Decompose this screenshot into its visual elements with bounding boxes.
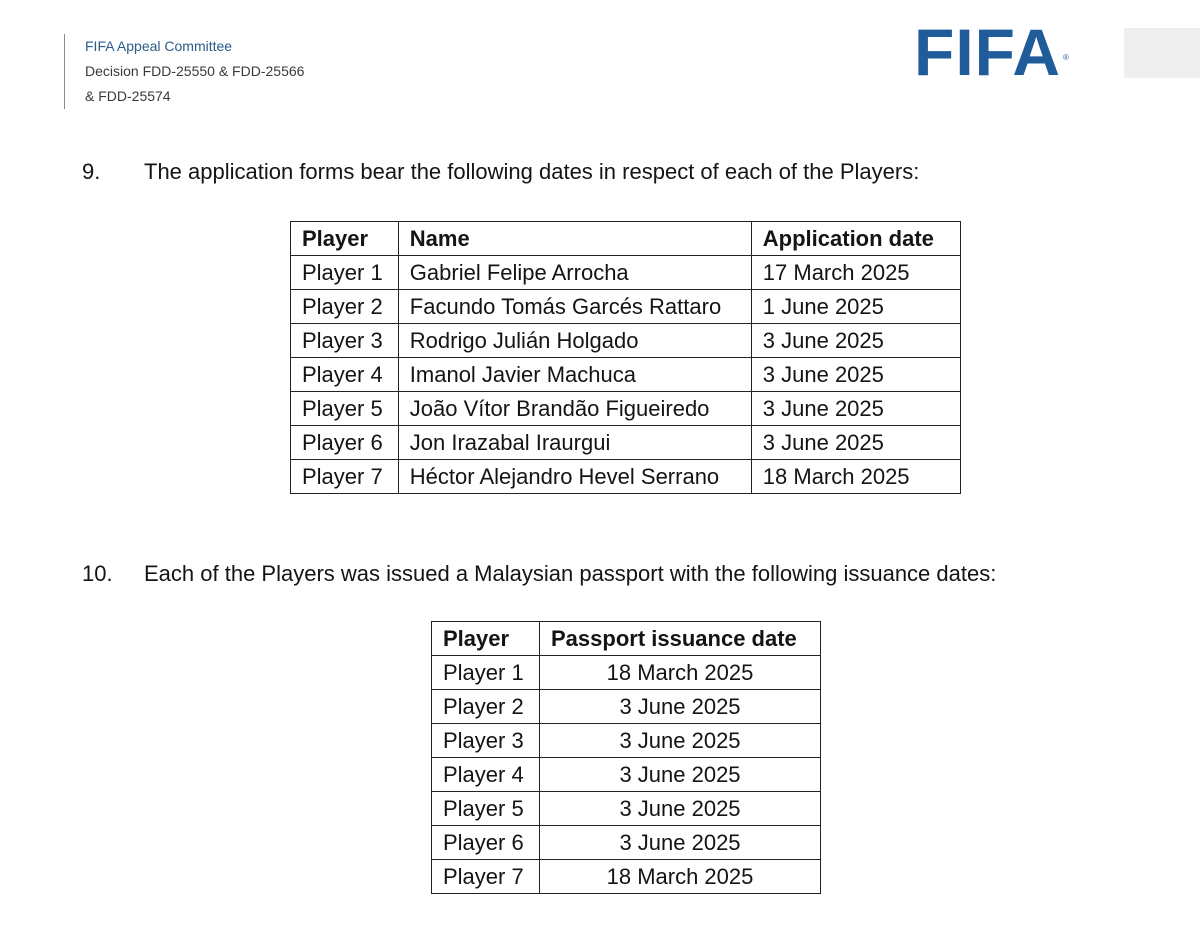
table-header-row <box>291 222 961 256</box>
name-cell: Jon Irazabal Iraurgui <box>398 426 751 460</box>
player-cell: Player 7 <box>291 460 399 494</box>
paragraph-text: Each of the Players was issued a Malaysian passport with the following issuance dates: <box>144 561 997 586</box>
name-cell: Héctor Alejandro Hevel Serrano <box>398 460 751 494</box>
fifa-logo-text: FIFA <box>914 15 1061 89</box>
table-row <box>291 392 961 426</box>
decision-reference-line2: & FDD-25574 <box>85 88 171 104</box>
table-row <box>291 426 961 460</box>
table-row <box>291 358 961 392</box>
player-cell: Player 3 <box>291 324 399 358</box>
application-date-cell: 3 June 2025 <box>751 324 960 358</box>
fifa-logo <box>914 15 1070 89</box>
table-row <box>432 826 821 860</box>
player-cell: Player 5 <box>291 392 399 426</box>
registered-mark: ® <box>1063 53 1070 62</box>
table-row <box>432 860 821 894</box>
passport-date-cell: 3 June 2025 <box>540 826 821 860</box>
column-header-player: Player <box>291 222 399 256</box>
player-cell: Player 1 <box>291 256 399 290</box>
committee-name: FIFA Appeal Committee <box>85 38 233 54</box>
table-header-row <box>432 622 821 656</box>
name-cell: Imanol Javier Machuca <box>398 358 751 392</box>
player-cell: Player 6 <box>291 426 399 460</box>
name-cell: Gabriel Felipe Arrocha <box>398 256 751 290</box>
player-cell: Player 3 <box>432 724 540 758</box>
application-date-cell: 3 June 2025 <box>751 358 960 392</box>
name-cell: Rodrigo Julián Holgado <box>398 324 751 358</box>
table-row <box>432 792 821 826</box>
document-header <box>64 34 304 109</box>
table-row <box>432 724 821 758</box>
column-header-player: Player <box>432 622 540 656</box>
player-cell: Player 2 <box>291 290 399 324</box>
table-row <box>291 256 961 290</box>
player-cell: Player 6 <box>432 826 540 860</box>
player-cell: Player 2 <box>432 690 540 724</box>
decision-reference-line1: Decision FDD-25550 & FDD-25566 <box>85 63 305 79</box>
column-header-name: Name <box>398 222 751 256</box>
name-cell: João Vítor Brandão Figueiredo <box>398 392 751 426</box>
passport-date-cell: 18 March 2025 <box>540 860 821 894</box>
column-header-application-date: Application date <box>751 222 960 256</box>
table-row <box>432 758 821 792</box>
column-header-passport-issuance-date: Passport issuance date <box>540 622 821 656</box>
table-row <box>432 690 821 724</box>
application-date-cell: 18 March 2025 <box>751 460 960 494</box>
passport-issuance-table <box>431 621 821 894</box>
passport-date-cell: 3 June 2025 <box>540 690 821 724</box>
player-cell: Player 1 <box>432 656 540 690</box>
table-row <box>432 656 821 690</box>
passport-date-cell: 3 June 2025 <box>540 792 821 826</box>
player-cell: Player 7 <box>432 860 540 894</box>
application-dates-table <box>290 221 961 494</box>
passport-date-cell: 18 March 2025 <box>540 656 821 690</box>
table-row <box>291 324 961 358</box>
player-cell: Player 4 <box>432 758 540 792</box>
paragraph-text: The application forms bear the following dates in respect of each of the Players: <box>144 159 920 184</box>
player-cell: Player 5 <box>432 792 540 826</box>
page-edge-tab <box>1124 28 1200 78</box>
application-date-cell: 1 June 2025 <box>751 290 960 324</box>
application-date-cell: 3 June 2025 <box>751 392 960 426</box>
passport-date-cell: 3 June 2025 <box>540 758 821 792</box>
paragraph-number: 10. <box>82 561 113 586</box>
table-row <box>291 290 961 324</box>
passport-date-cell: 3 June 2025 <box>540 724 821 758</box>
paragraph-number: 9. <box>82 159 101 184</box>
name-cell: Facundo Tomás Garcés Rattaro <box>398 290 751 324</box>
application-date-cell: 17 March 2025 <box>751 256 960 290</box>
player-cell: Player 4 <box>291 358 399 392</box>
application-date-cell: 3 June 2025 <box>751 426 960 460</box>
table-row <box>291 460 961 494</box>
